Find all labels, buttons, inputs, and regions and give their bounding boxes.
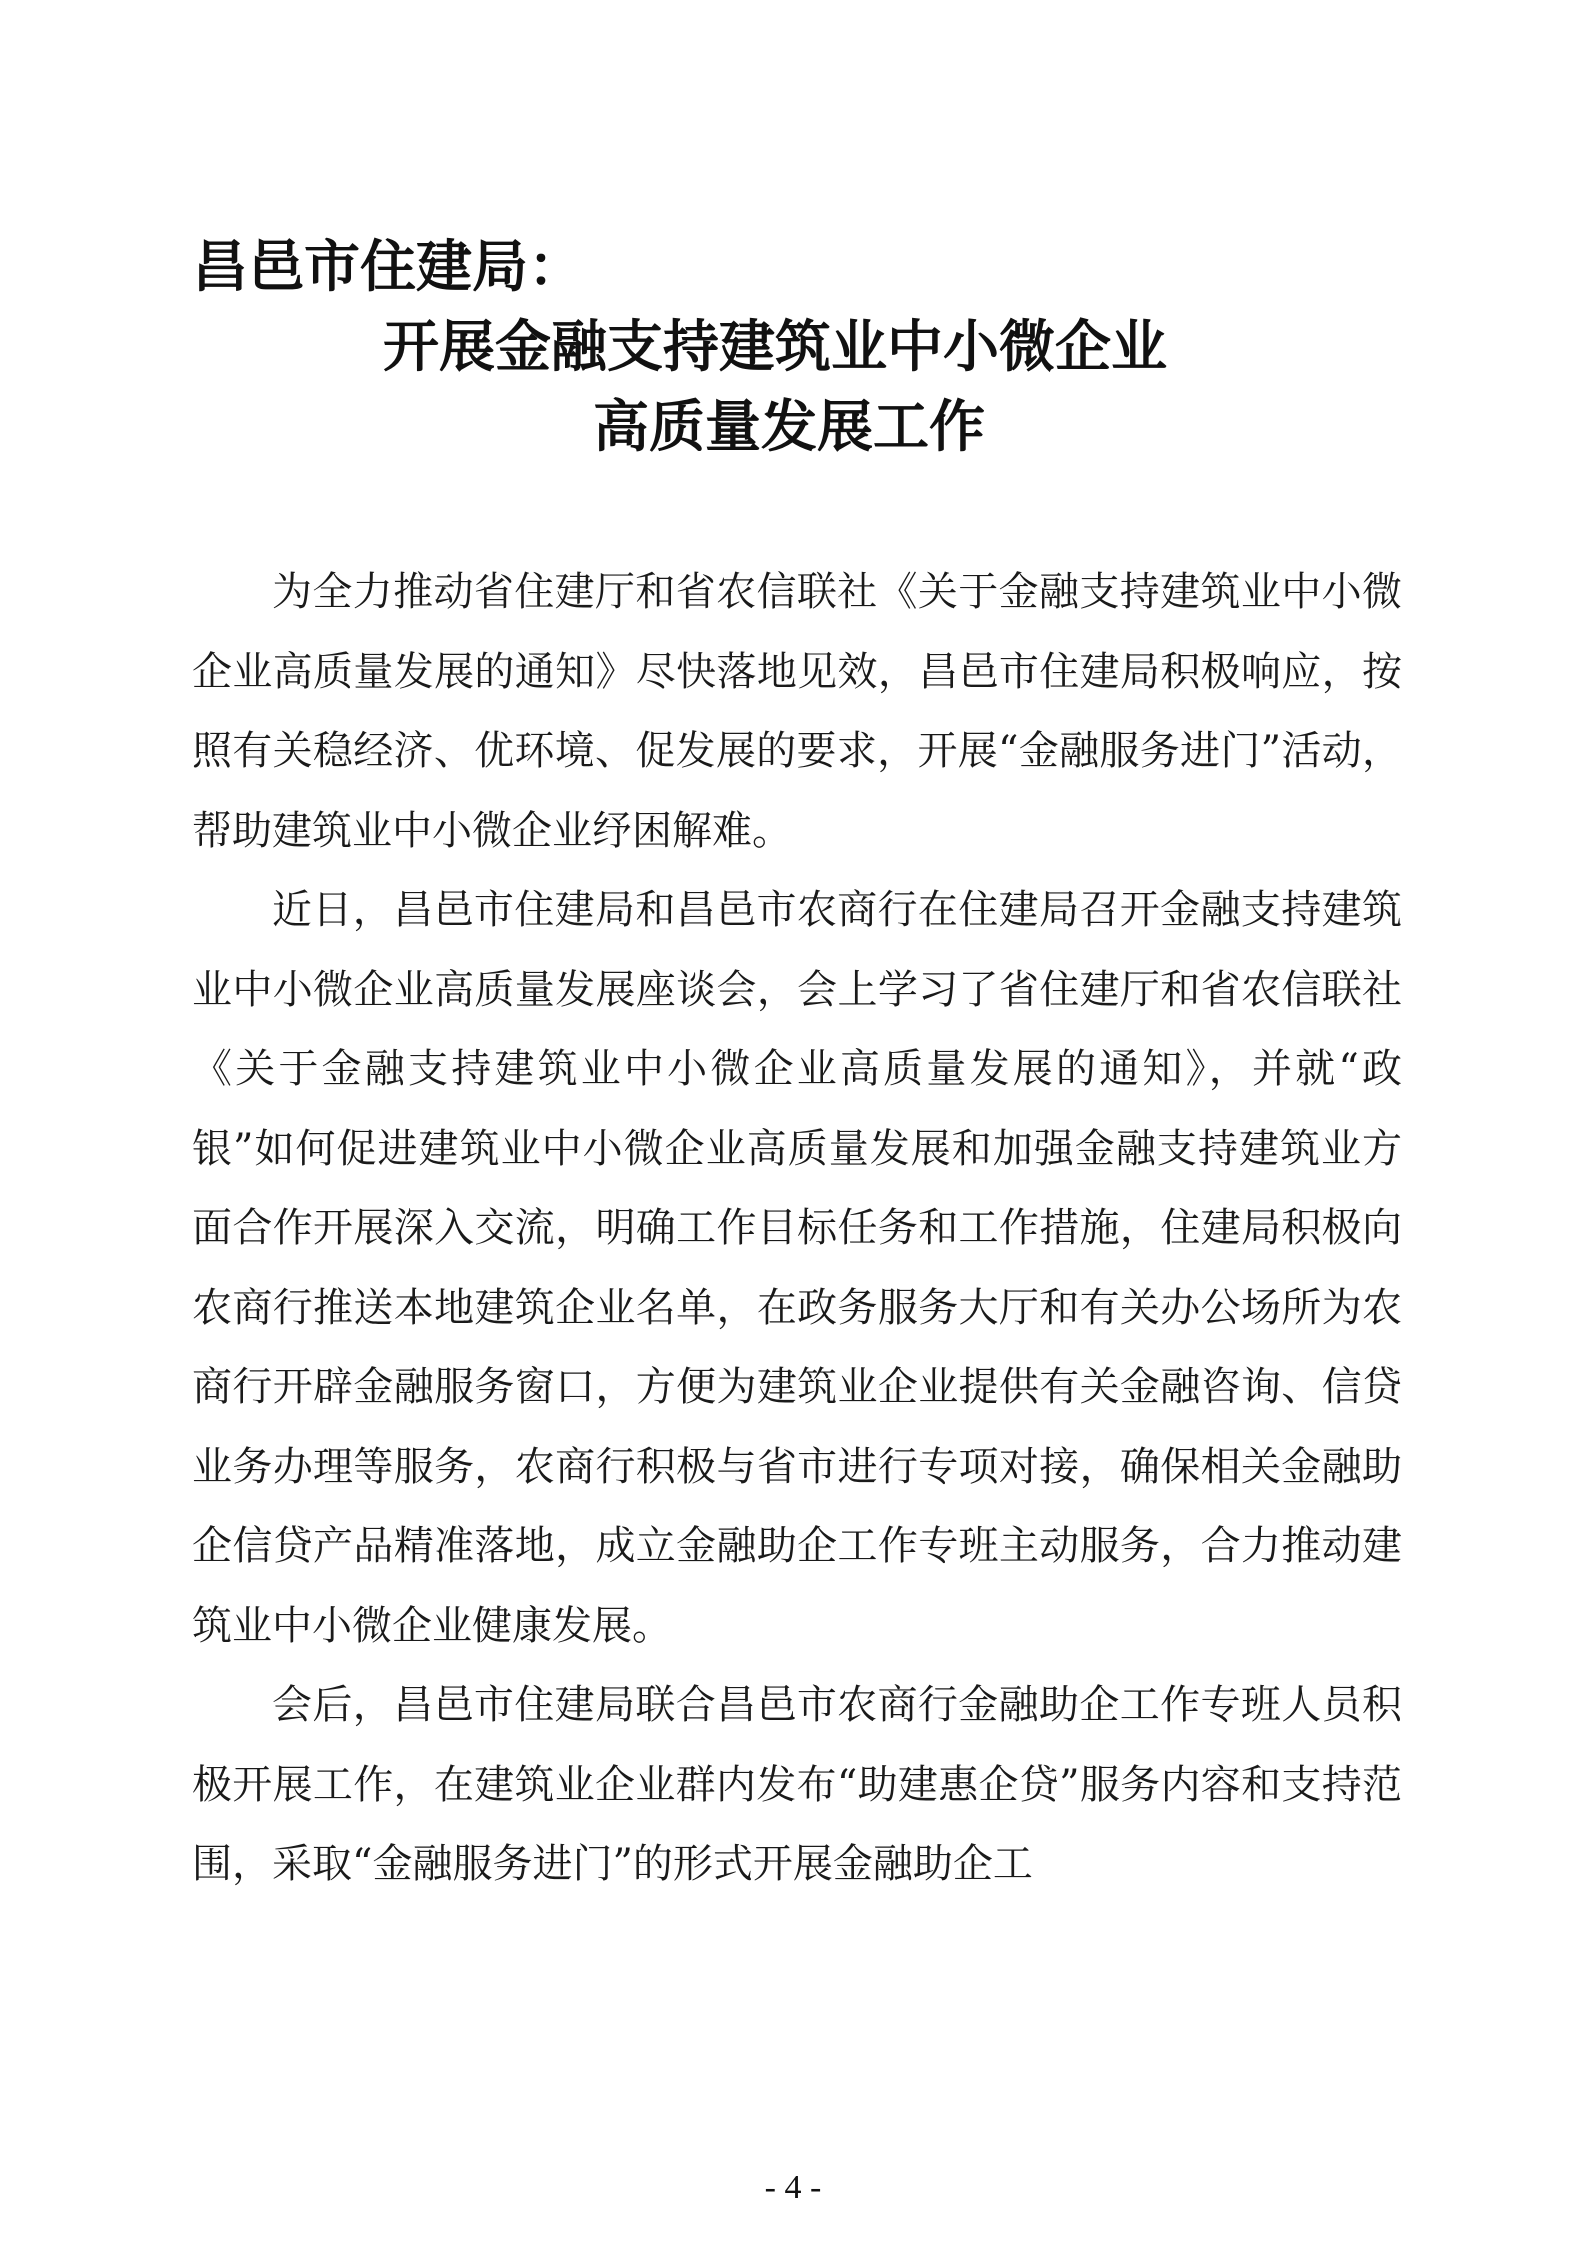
title-line-2: 开展金融支持建筑业中小微企业 bbox=[383, 314, 1167, 380]
paragraph-2: 近日，昌邑市住建局和昌邑市农商行在住建局召开金融支持建筑业中小微企业高质量发展座谈会，会上学习了省住建厅和省农信联社《关于金融支持建筑业中小微企业高质量发展的通知》，并就“政银”如何促进建筑业中小微企业高质量发展和加强金融支持建筑业方面合作开展深入交流，明确工作目标任务和工作措施，住建局积极向农商行推送本地建筑企业名单，在政务服务大厅和有关办公场所为农商行开辟金融服务窗口，方便为建筑业企业提供有关金融咨询、信贷业务办理等服务，农商行积极与省市进行专项对接，确保相关金融助企信贷产品精准落地，成立金融助企工作专班主动服务，合力推动建筑业中小微企业健康发展。 bbox=[192, 887, 1402, 1649]
title-line-3: 高质量发展工作 bbox=[593, 394, 985, 460]
page-number: - 4 - bbox=[764, 2169, 822, 2206]
body-text bbox=[192, 553, 1402, 1905]
title-line-1: 昌邑市住建局： bbox=[192, 234, 584, 300]
paragraph-1: 为全力推动省住建厅和省农信联社《关于金融支持建筑业中小微企业高质量发展的通知》尽快落地见效，昌邑市住建局积极响应，按照有关稳经济、优环境、促发展的要求，开展“金融服务进门”活动，帮助建筑业中小微企业纾困解难。 bbox=[192, 569, 1402, 854]
paragraph-3: 会后，昌邑市住建局联合昌邑市农商行金融助企工作专班人员积极开展工作，在建筑业企业群内发布“助建惠企贷”服务内容和支持范围，采取“金融服务进门”的形式开展金融助企工 bbox=[192, 1682, 1402, 1887]
